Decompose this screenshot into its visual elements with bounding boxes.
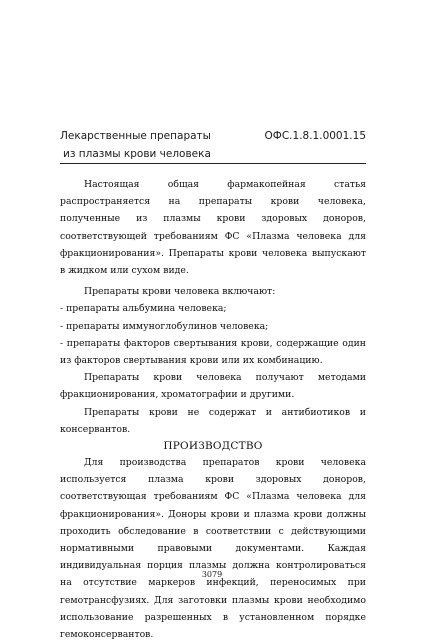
page-number: 3079: [201, 570, 223, 579]
list-item-immunoglobulins: - препараты иммуноглобулинов человека;: [60, 320, 269, 332]
paragraph-scope: Настоящая общая фармакопейная статья распространяется на препараты крови человека, полученные из плазмы крови здоровых доноров, соответствующей требованиям ФС «Плазма человека для фракционирования». Препараты крови человека выпускают в жидком или сухом виде.: [60, 179, 366, 277]
section-heading-production: ПРОИЗВОДСТВО: [163, 440, 263, 453]
header-row: [60, 127, 366, 145]
paragraph-includes: Препараты крови человека включают:: [84, 286, 276, 298]
paragraph-no-antibiotics: Препараты крови не содержат и антибиотиков и консервантов.: [60, 406, 366, 435]
list-item-albumin: - препараты альбумина человека;: [60, 303, 227, 315]
header-divider: [60, 163, 366, 164]
document-title-line2: из плазмы крови человека: [63, 148, 211, 160]
paragraph-production: Для производства препаратов крови человека используется плазма крови здоровых доноров, соответствующая требованиям ФС «Плазма человека для фракционирования». Доноры крови и плазма крови должны проходить обследование в соответствии с действующими нормативными правовыми документами. Каждая индивидуальная порция плазмы должна контролироваться на отсутствие маркеров инфекций, переносимых при гемотрансфузиях. Для заготовки плазмы крови необходимо использование разрешенных в установленном порядке гемоконсервантов.: [60, 457, 366, 641]
list-item-coagulation-factors: - препараты факторов свертывания крови, содержащие один из факторов свертывания крови или их комбинацию.: [60, 337, 366, 367]
document-title-line1: Лекарственные препараты: [60, 130, 211, 142]
paragraph-methods: Препараты крови человека получают методами фракционирования, хроматографии и другими.: [60, 372, 366, 401]
page-header: [60, 127, 366, 163]
document-code: ОФС.1.8.1.0001.15: [264, 130, 366, 142]
